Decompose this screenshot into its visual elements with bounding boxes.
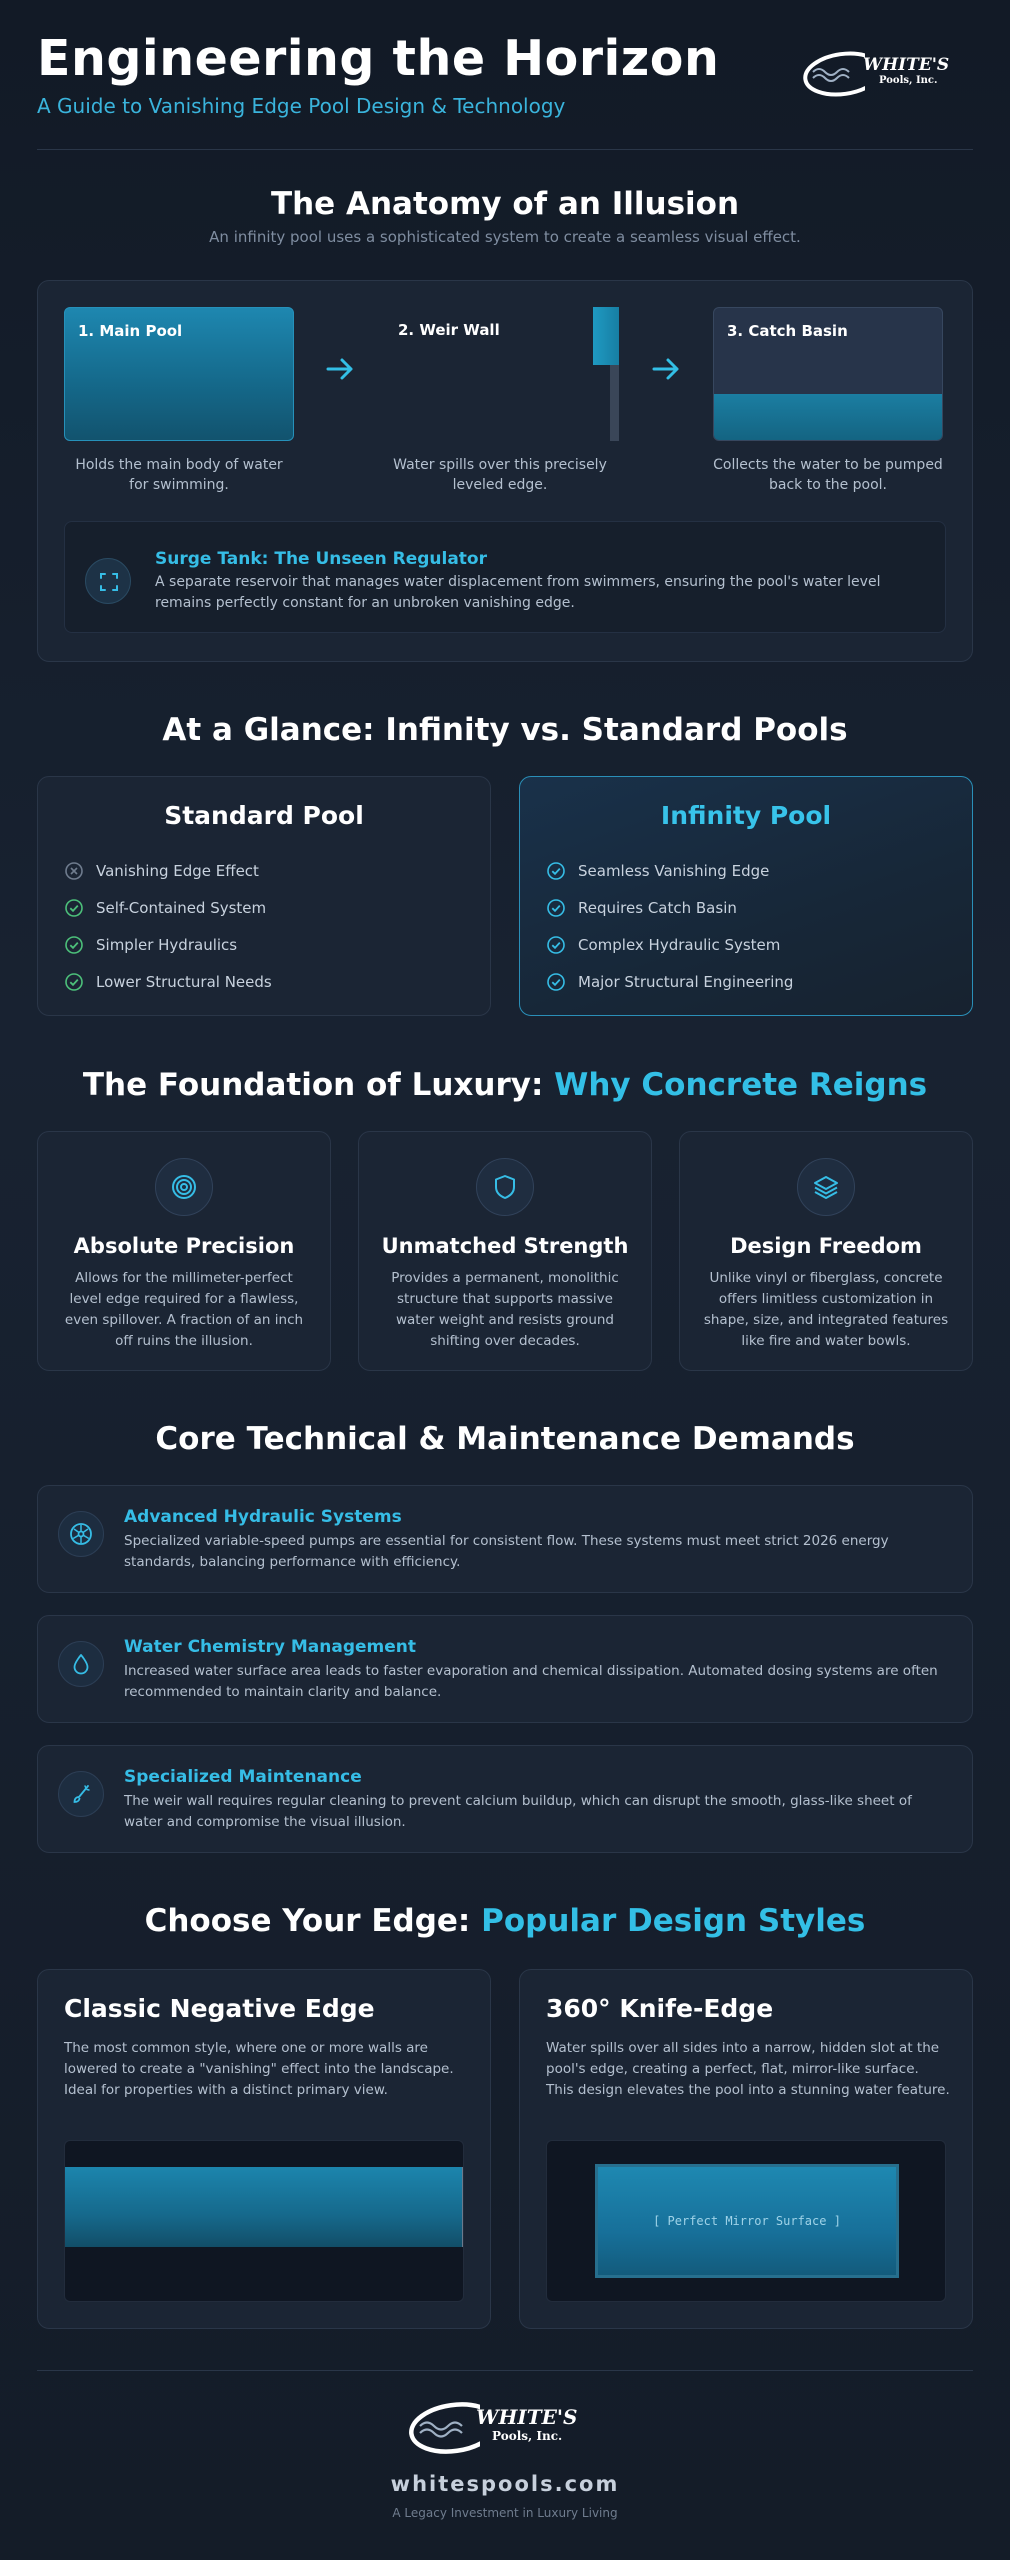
demand-card-hydraulic (37, 1485, 973, 1593)
arrow-right-icon (650, 353, 682, 385)
stage-label: 2. Weir Wall (398, 321, 500, 339)
shield-icon (476, 1158, 534, 1216)
demand-title: Specialized Maintenance (124, 1767, 362, 1787)
feature-list (546, 852, 972, 1000)
surge-title: Surge Tank: The Unseen Regulator (155, 549, 487, 569)
check-circle-icon (546, 898, 566, 918)
feature-card-strength (358, 1131, 652, 1371)
style-title: 360° Knife-Edge (546, 1994, 774, 2023)
list-item: Vanishing Edge Effect (64, 852, 490, 889)
brand-logo[interactable] (803, 48, 973, 100)
surge-desc: A separate reservoir that manages water displacement from swimmers, ensuring the pool's water level remains perfectly constant for an unbroken vanishing edge. (155, 574, 881, 611)
concrete-title: The Foundation of Luxury: Why Concrete Reigns (82, 1067, 928, 1103)
footer-divider (37, 2370, 973, 2371)
brush-icon (58, 1771, 104, 1817)
feature-desc: Unlike vinyl or fiberglass, concrete offers limitless customization in shape, size, and integrated features like fire and water bowls. (703, 1270, 949, 1349)
pool-water (65, 2167, 462, 2247)
footer-tagline: A Legacy Investment in Luxury Living (392, 2506, 618, 2520)
spillover-water (593, 307, 619, 365)
feature-desc: Allows for the millimeter-perfect level edge required for a flawless, even spillover. A fraction of an inch off ruins the illusion. (64, 1270, 304, 1349)
feature-title: Unmatched Strength (381, 1234, 629, 1258)
basin-water (714, 394, 942, 440)
catch-basin-diagram (713, 307, 943, 441)
style-title: Classic Negative Edge (64, 1994, 375, 2023)
check-circle-icon (64, 935, 84, 955)
feature-title: Absolute Precision (73, 1234, 295, 1258)
list-item: Simpler Hydraulics (64, 926, 490, 963)
page-header (37, 30, 973, 150)
card-title: Infinity Pool (660, 801, 832, 830)
main-pool-diagram (64, 307, 294, 441)
lowered-edge (462, 2167, 464, 2247)
standard-pool-card (37, 776, 491, 1016)
droplet-icon (58, 1641, 104, 1687)
footer-website-link[interactable]: whitespools.com (390, 2472, 620, 2496)
list-item: Requires Catch Basin (546, 889, 972, 926)
feature-title: Design Freedom (730, 1234, 922, 1258)
arrow-right-icon (324, 353, 356, 385)
style-card-knife-edge (519, 1969, 973, 2329)
logo-wordmark: WHITE'S Pools, Inc. (476, 2405, 578, 2443)
stage-label: 3. Catch Basin (727, 322, 848, 340)
target-icon (155, 1158, 213, 1216)
demand-desc: The weir wall requires regular cleaning to prevent calcium buildup, which can disrupt the smooth, glass-like sheet of water and compromise the visual illusion. (124, 1793, 912, 1830)
list-item: Lower Structural Needs (64, 963, 490, 1000)
style-card-negative-edge (37, 1969, 491, 2329)
logo-swoosh-icon (408, 2398, 480, 2458)
demands-title: Core Technical & Maintenance Demands (155, 1421, 855, 1457)
demand-title: Advanced Hydraulic Systems (124, 1507, 402, 1527)
feature-desc: Provides a permanent, monolithic structure that supports massive water weight and resists ground shifting over decades. (391, 1270, 619, 1349)
demand-title: Water Chemistry Management (124, 1637, 416, 1657)
knife-edge-illustration (546, 2140, 946, 2302)
anatomy-subtitle: An infinity pool uses a sophisticated system to create a seamless visual effect. (209, 228, 801, 246)
pump-icon (58, 1511, 104, 1557)
infinity-pool-card (519, 776, 973, 1016)
list-item: Self-Contained System (64, 889, 490, 926)
check-circle-icon (546, 972, 566, 992)
check-circle-icon (546, 861, 566, 881)
check-circle-icon (64, 898, 84, 918)
anatomy-title: The Anatomy of an Illusion (270, 186, 740, 222)
list-item: Complex Hydraulic System (546, 926, 972, 963)
surge-tank-callout (64, 521, 946, 633)
mirror-surface: [ Perfect Mirror Surface ] (595, 2164, 899, 2278)
expand-icon (85, 558, 131, 604)
stage-desc: Collects the water to be pumped back to the pool. (713, 457, 943, 493)
weir-wall-diagram (385, 307, 615, 441)
feature-card-design (679, 1131, 973, 1371)
demand-desc: Specialized variable-speed pumps are essential for consistent flow. These systems must meet strict 2026 energy standards, balancing performance with efficiency. (124, 1533, 889, 1570)
style-desc: Water spills over all sides into a narrow, hidden slot at the pool's edge, creating a perfect, flat, mirror-like surface. This design elevates the pool into a stunning water feature. (546, 2040, 950, 2098)
list-item: Major Structural Engineering (546, 963, 972, 1000)
list-item: Seamless Vanishing Edge (546, 852, 972, 889)
feature-list (64, 852, 490, 1000)
comparison-title: At a Glance: Infinity vs. Standard Pools (162, 712, 848, 748)
demand-card-chemistry (37, 1615, 973, 1723)
logo-wordmark: WHITE'S Pools, Inc. (863, 55, 950, 86)
x-circle-icon (64, 861, 84, 881)
anatomy-panel (37, 280, 973, 662)
stage-desc: Water spills over this precisely leveled edge. (393, 457, 607, 493)
logo-swoosh-icon (803, 48, 865, 100)
stage-desc: Holds the main body of water for swimming. (75, 457, 283, 493)
check-circle-icon (546, 935, 566, 955)
feature-card-precision (37, 1131, 331, 1371)
card-title: Standard Pool (164, 801, 364, 830)
style-desc: The most common style, where one or more walls are lowered to create a "vanishing" effect into the landscape. Ideal for properties with a distinct primary view. (64, 2040, 454, 2098)
check-circle-icon (64, 972, 84, 992)
demand-desc: Increased water surface area leads to faster evaporation and chemical dissipation. Automated dosing systems are often recommended to maintain clarity and balance. (124, 1663, 938, 1700)
stage-label: 1. Main Pool (78, 322, 183, 340)
footer-logo[interactable] (408, 2398, 608, 2458)
page-subtitle: A Guide to Vanishing Edge Pool Design & Technology (37, 94, 566, 118)
styles-title: Choose Your Edge: Popular Design Styles (144, 1903, 866, 1939)
demand-card-maintenance (37, 1745, 973, 1853)
negative-edge-illustration (64, 2140, 464, 2302)
page-title: Engineering the Horizon (37, 30, 720, 87)
layers-icon (797, 1158, 855, 1216)
